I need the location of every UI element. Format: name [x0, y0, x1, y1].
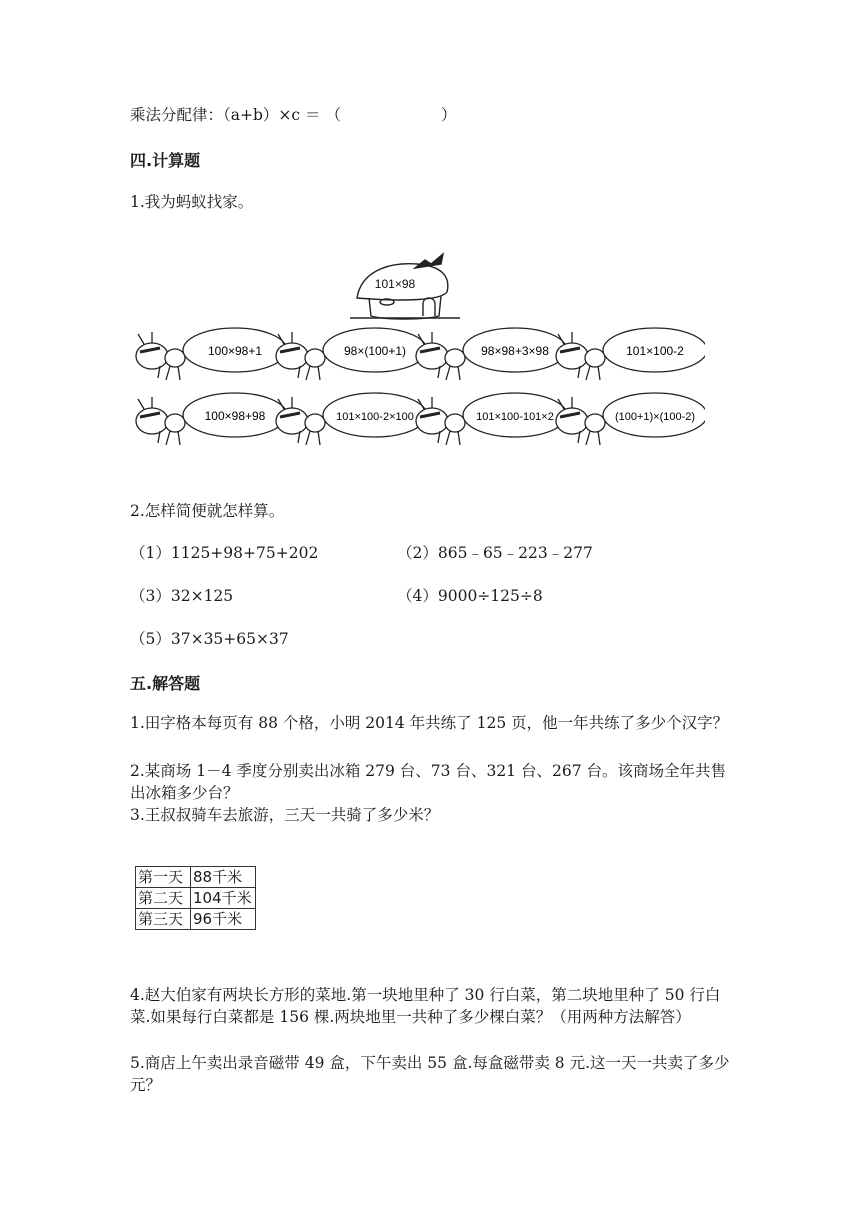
calc-item-2: （2）865﹣65﹣223﹣277 [397, 544, 593, 562]
ant-5-label: 100×98+98 [204, 409, 266, 423]
table-row [136, 909, 256, 930]
calc-item-4: （4）9000÷125÷8 [397, 587, 543, 605]
ant-3 [416, 328, 567, 380]
ant-8-label: (100+1)×(100-2) [614, 411, 696, 423]
question-5-1: 1.田字格本每页有 88 个格，小明 2014 年共练了 125 页，他一年共练了多少个汉字？ [130, 714, 729, 732]
ant-1 [136, 328, 287, 380]
question-5-5: 5.商店上午卖出录音磁带 49 盒，下午卖出 55 盒.每盒磁带卖 8 元.这一天一共卖了多少元？ [130, 1054, 730, 1094]
calc-item-3: （3）32×125 [130, 587, 234, 605]
calc-item-5: （5）37×35+65×37 [130, 630, 289, 648]
distributive-close: ） [440, 106, 457, 124]
ant-5 [136, 393, 287, 445]
table-cell-day: 第一天 [136, 867, 191, 888]
ant-4-label: 101×100-2 [626, 344, 684, 358]
ant-3-label: 98×98+3×98 [481, 344, 549, 358]
distributive-law-line [130, 104, 456, 126]
table-cell-distance: 88千米 [191, 867, 256, 888]
table-row [136, 888, 256, 909]
table-cell-day: 第二天 [136, 888, 191, 909]
ant-6-label: 101×100-2×100 [336, 411, 414, 423]
ant-8 [556, 393, 705, 445]
ant-house-illustration [125, 250, 705, 455]
ant-2 [276, 328, 427, 380]
question-4-1: 1.我为蚂蚁找家。 [130, 193, 254, 211]
ant-1-label: 100×98+1 [207, 344, 263, 358]
calc-item-1: （1）1125+98+75+202 [130, 544, 319, 562]
question-5-3: 3.王叔叔骑车去旅游，三天一共骑了多少米？ [130, 806, 440, 824]
question-5-2: 2.某商场 1－4 季度分别卖出冰箱 279 台、73 台、321 台、267 台。该商场全年共售出冰箱多少台？ [130, 762, 726, 802]
table-row [136, 867, 256, 888]
ant-6 [276, 393, 427, 445]
distributive-label: 乘法分配律： [130, 106, 224, 124]
house-label: 101×98 [374, 277, 416, 291]
ant-7 [416, 393, 567, 445]
section-5-title: 五.解答题 [130, 674, 201, 693]
table-cell-distance: 104千米 [191, 888, 256, 909]
ant-7-label: 101×100-101×2 [476, 411, 554, 423]
ant-4 [556, 328, 705, 380]
ant-2-label: 98×(100+1) [343, 344, 407, 358]
table-cell-distance: 96千米 [191, 909, 256, 930]
distributive-expr: （a+b）×c ＝ （ [223, 106, 341, 124]
question-5-4: 4.赵大伯家有两块长方形的菜地.第一块地里种了 30 行白菜，第二块地里种了 50 行白菜.如果每行白菜都是 156 棵.两块地里一共种了多少棵白菜？（用两种方法解答） [130, 986, 721, 1026]
section-4-title: 四.计算题 [130, 151, 201, 170]
mushroom-house [350, 254, 460, 319]
distance-table [135, 866, 256, 930]
table-cell-day: 第三天 [136, 909, 191, 930]
question-4-2: 2.怎样简便就怎样算。 [130, 502, 285, 520]
